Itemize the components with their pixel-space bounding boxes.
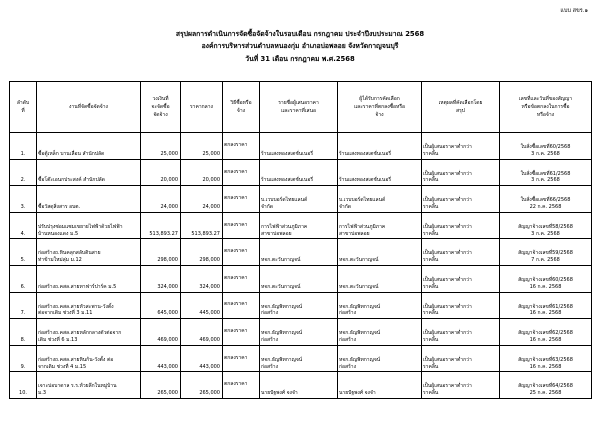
header-no <box>10 82 37 133</box>
cell-selected <box>338 186 422 213</box>
text-line: ก่อสร้าง <box>339 337 357 343</box>
cell-bidders <box>260 212 338 239</box>
cell-budget: 324,000 <box>141 265 181 292</box>
cell-reason <box>422 345 500 372</box>
text-line: หจก.ตะวันกาญจน์ <box>339 283 379 290</box>
text-line: จ้าง <box>236 108 246 114</box>
table-header-row <box>10 82 592 133</box>
table-row <box>10 159 592 186</box>
text-line: ม.3 <box>38 390 47 397</box>
cell-bidders <box>260 239 338 266</box>
organization-title: องค์การบริหารส่วนตำบลหนองกุ่ม อำเภอบ่อพลอย จังหวัดกาญจนบุรี <box>201 42 399 50</box>
cell-budget: 645,000 <box>141 292 181 319</box>
cell-budget: 265,000 <box>141 372 181 399</box>
text-line: ก่อสร้าง <box>339 363 357 370</box>
text-line: หรือจ้าง <box>536 112 555 118</box>
text-line: 3 ก.ค. 2568 <box>531 177 560 184</box>
form-code: แบบ สขร.๑ <box>560 8 588 14</box>
text-line: ท่าข้ามใหม่ลุ่ม ม.12 <box>38 257 82 264</box>
cell-contract <box>500 265 592 292</box>
text-line: เลขที่และวันที่ของสัญญา <box>518 96 573 102</box>
text-line: 16 ก.ค. 2568 <box>529 363 562 370</box>
text-line: ซื้อวัสดุสิ่งสาร อบต. <box>38 204 81 211</box>
text-line: จัดจ้าง <box>153 112 168 118</box>
text-line: หจก.ตะวันกาญจน์ <box>261 257 301 264</box>
text-line: ราคลิ้น <box>423 337 439 343</box>
text-line: สัญญาจ้างเลขที่59/2568 <box>518 250 573 257</box>
cell-no: 6. <box>10 265 37 292</box>
procurement-table <box>9 81 592 399</box>
text-line: จากเดิม ช่วงที่ 4 ม.15 <box>38 363 87 370</box>
table-row <box>10 372 592 399</box>
text-line: ผู้ได้รับการคัดเลือก <box>359 96 400 102</box>
text-line: ก่อสร้าง <box>261 363 279 370</box>
cell-no: 10. <box>10 372 37 399</box>
text-line: เป็นผู้เสนอราคาต่ำกว่า <box>423 223 472 230</box>
table-row <box>10 186 592 213</box>
cell-median-price: 324,000 <box>181 265 223 292</box>
cell-reason <box>422 319 500 346</box>
cell-reason <box>422 133 500 160</box>
text-line: สัญญาจ้างเลขที่63/2568 <box>518 356 573 363</box>
cell-selected <box>338 345 422 372</box>
cell-item <box>37 186 141 213</box>
text-line: เป็นผู้เสนอราคาต่ำกว่า <box>423 144 472 151</box>
cell-no: 8. <box>10 319 37 346</box>
table-row <box>10 292 592 319</box>
text-line: สาขาบ่อพลอย <box>261 230 292 237</box>
text-line: ราคลิ้น <box>423 363 439 370</box>
text-line: ก่อสร้างถ.คสล.สายหลักกลางตัวต่อจาก <box>38 330 122 337</box>
cell-reason <box>422 372 500 399</box>
cell-budget: 24,000 <box>141 186 181 213</box>
cell-method: ตกลงราคา <box>223 372 260 399</box>
text-line: ราคลิ้น <box>423 310 439 317</box>
cell-budget: 443,000 <box>141 345 181 372</box>
text-line: เป็นผู้เสนอราคาต่ำกว่า <box>423 303 472 310</box>
text-line: ราคลิ้น <box>423 257 439 264</box>
cell-selected <box>338 239 422 266</box>
text-line: ร้านแสงทองสเตชั่นเนอรี่ <box>261 150 314 157</box>
text-line: เป็นผู้เสนอราคาต่ำกว่า <box>423 170 472 177</box>
text-line: นายปัฐพงศ์ จงจำ <box>339 390 376 397</box>
text-line: ราคลิ้น <box>423 230 439 237</box>
cell-median-price: 469,000 <box>181 319 223 346</box>
text-line: ใบสั่งซื้อเลขที่66/2568 <box>520 197 571 204</box>
cell-contract <box>500 292 592 319</box>
cell-method: ตกลงราคา <box>223 186 260 213</box>
cell-item <box>37 372 141 399</box>
text-line: ก่อสร้างถ.คสล.สายหัวสะพาน-วังตั้ง <box>38 303 114 310</box>
text-line: 16 ก.ค. 2568 <box>529 310 562 317</box>
text-line: 22 ก.ค. 2568 <box>529 204 562 211</box>
text-line: เป็นผู้เสนอราคาต่ำกว่า <box>423 383 472 390</box>
text-line: 16 ก.ค. 2568 <box>529 337 562 343</box>
table-row <box>10 345 592 372</box>
header-contract <box>500 82 592 133</box>
text-line: ร้านแสงทองสเตชั่นเนอรี่ <box>261 177 314 184</box>
text-line: 25 ก.ค. 2568 <box>529 390 562 397</box>
text-line: จำกัด <box>339 204 352 211</box>
text-line: ราคลิ้น <box>423 283 439 290</box>
cell-budget: 513,893.27 <box>141 212 181 239</box>
text-line: หจก.ธัญพิทกาญจน์ <box>339 356 381 363</box>
cell-median-price: 25,000 <box>181 133 223 160</box>
table-row <box>10 319 592 346</box>
text-line: ก่อสร้างถ.คสล.สายทาฟาร์ปาร์ค ม.5 <box>38 283 117 290</box>
text-line: ใบสั่งซื้อเลขที่60/2568 <box>520 144 571 151</box>
text-line: จำกัด <box>261 204 274 211</box>
text-line: สาขาบ่อพลอย <box>339 230 370 237</box>
cell-selected <box>338 133 422 160</box>
text-line: เจาะบ่อบาดาล ร.ร.ห้วยลึกในหมู่บ้าน <box>38 383 117 390</box>
cell-item <box>37 319 141 346</box>
cell-no: 5. <box>10 239 37 266</box>
cell-no: 3. <box>10 186 37 213</box>
cell-bidders <box>260 372 338 399</box>
cell-no: 9. <box>10 345 37 372</box>
cell-item <box>37 239 141 266</box>
cell-item <box>37 212 141 239</box>
cell-method: ตกลงราคา <box>223 292 260 319</box>
text-line: สัญญาจ้างเลขที่60/2568 <box>518 277 573 284</box>
text-line: หรือข้อตกลงในการซื้อ <box>521 104 570 110</box>
text-line: หจก.ธัญพิทกาญจน์ <box>261 356 303 363</box>
cell-contract <box>500 239 592 266</box>
cell-contract <box>500 186 592 213</box>
text-line: นายปัฐพงศ์ จงจำ <box>261 390 298 397</box>
cell-method: ตกลงราคา <box>223 265 260 292</box>
cell-reason <box>422 239 500 266</box>
text-line: การไฟฟ้าส่วนภูมิภาค <box>339 223 386 230</box>
text-line: จะจัดซื้อ <box>151 104 170 110</box>
text-line: หจก.ธัญพิทกาญจน์ <box>261 330 303 337</box>
text-line: สัญญาจ้างเลขที่58/2568 <box>518 223 573 230</box>
text-line: เดิม ช่วงที่ 6 ม.13 <box>38 337 78 343</box>
text-line: สัญญาจ้างเลขที่61/2568 <box>518 303 573 310</box>
header-median-price: ราคากลาง <box>181 82 223 133</box>
cell-method: ตกลงราคา <box>223 212 260 239</box>
text-line: เหตุผลที่คัดเลือกโดย <box>438 100 483 106</box>
header-reason <box>422 82 500 133</box>
cell-reason <box>422 265 500 292</box>
cell-method: ตกลงราคา <box>223 239 260 266</box>
text-line: สัญญาจ้างเลขที่64/2568 <box>518 383 573 390</box>
text-line: ราคลิ้น <box>423 204 439 211</box>
cell-item <box>37 292 141 319</box>
cell-median-price: 24,000 <box>181 186 223 213</box>
cell-no: 1. <box>10 133 37 160</box>
text-line: 3 ก.ค. 2568 <box>531 150 560 157</box>
cell-reason <box>422 186 500 213</box>
table-row <box>10 239 592 266</box>
cell-reason <box>422 292 500 319</box>
cell-contract <box>500 159 592 186</box>
cell-contract <box>500 212 592 239</box>
text-line: ก่อสร้าง <box>261 337 279 343</box>
text-line: ราคลิ้น <box>423 390 439 397</box>
cell-contract <box>500 319 592 346</box>
cell-selected <box>338 212 422 239</box>
cell-median-price: 265,000 <box>181 372 223 399</box>
text-line: หจก.ธัญพิทกาญจน์ <box>261 303 303 310</box>
text-line: ก่อสร้าง <box>339 310 357 317</box>
cell-bidders <box>260 319 338 346</box>
text-line: 16 ก.ค. 2568 <box>529 283 562 290</box>
text-line: หจก.ตะวันกาญจน์ <box>339 257 379 264</box>
cell-reason <box>422 212 500 239</box>
cell-no: 4. <box>10 212 37 239</box>
cell-budget: 298,000 <box>141 239 181 266</box>
header-budget <box>141 82 181 133</box>
text-line: และราคาที่เสนอ <box>280 108 317 114</box>
text-line: ลำดับ <box>16 100 30 106</box>
text-line: ที่ <box>21 108 25 114</box>
text-line: 3 ก.ค. 2568 <box>531 230 560 237</box>
cell-contract <box>500 133 592 160</box>
cell-method: ตกลงราคา <box>223 159 260 186</box>
text-line: บ้านหนองแดง ม.5 <box>38 230 79 237</box>
text-line: และราคาที่ตกลงซื้อหรือ <box>353 104 406 110</box>
cell-median-price: 20,000 <box>181 159 223 186</box>
header-method <box>223 82 260 133</box>
cell-item <box>37 345 141 372</box>
table-row <box>10 133 592 160</box>
cell-bidders <box>260 186 338 213</box>
cell-item <box>37 265 141 292</box>
text-line: เป็นผู้เสนอราคาต่ำกว่า <box>423 330 472 337</box>
cell-median-price: 298,000 <box>181 239 223 266</box>
cell-contract <box>500 372 592 399</box>
text-line: รายชื่อผู้เสนอราคา <box>278 100 319 106</box>
cell-budget: 20,000 <box>141 159 181 186</box>
text-line: ซื้อโต๊ะเอนกประสงค์ สำนักปลัด <box>38 177 105 184</box>
text-line: วงเงินที่ <box>152 96 169 102</box>
text-line: เป็นผู้เสนอราคาต่ำกว่า <box>423 356 472 363</box>
text-line: ราคลิ้น <box>423 150 439 157</box>
text-line: การไฟฟ้าส่วนภูมิภาค <box>261 223 308 230</box>
text-line: สรุป <box>456 108 465 114</box>
text-line: เป็นผู้เสนอราคาต่ำกว่า <box>423 250 472 257</box>
text-line: ก่อสร้าง <box>261 310 279 317</box>
text-line: เป็นผู้เสนอราคาต่ำกว่า <box>423 197 472 204</box>
text-line: ซื้อตู้เหล็ก บานเลื่อน สำนักปลัด <box>38 150 105 157</box>
cell-bidders <box>260 345 338 372</box>
cell-bidders <box>260 292 338 319</box>
cell-median-price: 443,000 <box>181 345 223 372</box>
cell-bidders <box>260 159 338 186</box>
text-line: ก่อสร้างถ.หินคลุกสลับดินสาย <box>38 250 101 257</box>
table-body <box>10 133 592 399</box>
cell-item <box>37 159 141 186</box>
cell-method: ตกลงราคา <box>223 345 260 372</box>
text-line: 7 ก.ค. 2568 <box>531 257 560 264</box>
report-title: สรุปผลการดำเนินการจัดซื้อจัดจ้างในรอบเดือน กรกฎาคม ประจำปีงบประมาณ 2568 <box>175 30 425 38</box>
header-item: งานที่จัดซื้อจัดจ้าง <box>37 82 141 133</box>
cell-no: 7. <box>10 292 37 319</box>
cell-median-price: 513,893.27 <box>181 212 223 239</box>
text-line: ต่อจากเดิม ช่วงที่ 3 ม.11 <box>38 310 93 317</box>
text-line: วิธีซื้อหรือ <box>230 100 252 106</box>
cell-reason <box>422 159 500 186</box>
cell-budget: 25,000 <box>141 133 181 160</box>
cell-no: 2. <box>10 159 37 186</box>
text-line: หจก.ธัญพิทกาญจน์ <box>339 330 381 337</box>
cell-selected <box>338 265 422 292</box>
text-line: ก่อสร้างถ.คสล.สายหินก้น-วังตั้ง ต่อ <box>38 356 114 363</box>
text-line: จ้าง <box>375 112 384 118</box>
cell-method: ตกลงราคา <box>223 319 260 346</box>
cell-method: ตกลงราคา <box>223 133 260 160</box>
report-date: วันที่ 31 เดือน กรกฎาคม พ.ศ.2568 <box>245 55 355 63</box>
text-line: ปรับปรุงซ่อมแซมเขยายไฟฟ้าด้วยไฟฟ้า <box>38 223 123 230</box>
text-line: หจก.ธัญพิทกาญจน์ <box>339 303 381 310</box>
text-line: หจก.ตะวันกาญจน์ <box>261 283 301 290</box>
table-row <box>10 265 592 292</box>
header-bidders <box>260 82 338 133</box>
text-line: ร้านแสงทองสเตชั่นเนอรี่ <box>339 177 392 184</box>
cell-contract <box>500 345 592 372</box>
cell-item <box>37 133 141 160</box>
text-line: บ.เวบบอร์ดไทยแลนด์ <box>339 197 386 204</box>
cell-selected <box>338 292 422 319</box>
cell-median-price: 445,000 <box>181 292 223 319</box>
cell-budget: 469,000 <box>141 319 181 346</box>
cell-selected <box>338 319 422 346</box>
cell-bidders <box>260 265 338 292</box>
text-line: ใบสั่งซื้อเลขที่61/2568 <box>520 170 571 177</box>
text-line: ร้านแสงทองสเตชั่นเนอรี่ <box>339 150 392 157</box>
table-row <box>10 212 592 239</box>
text-line: สัญญาจ้างเลขที่62/2568 <box>518 330 573 337</box>
text-line: ราคลิ้น <box>423 177 439 184</box>
text-line: บ.เวบบอร์ดไทยแลนด์ <box>261 197 308 204</box>
cell-selected <box>338 372 422 399</box>
text-line: เป็นผู้เสนอราคาต่ำกว่า <box>423 277 472 284</box>
header-selected <box>338 82 422 133</box>
cell-bidders <box>260 133 338 160</box>
cell-selected <box>338 159 422 186</box>
